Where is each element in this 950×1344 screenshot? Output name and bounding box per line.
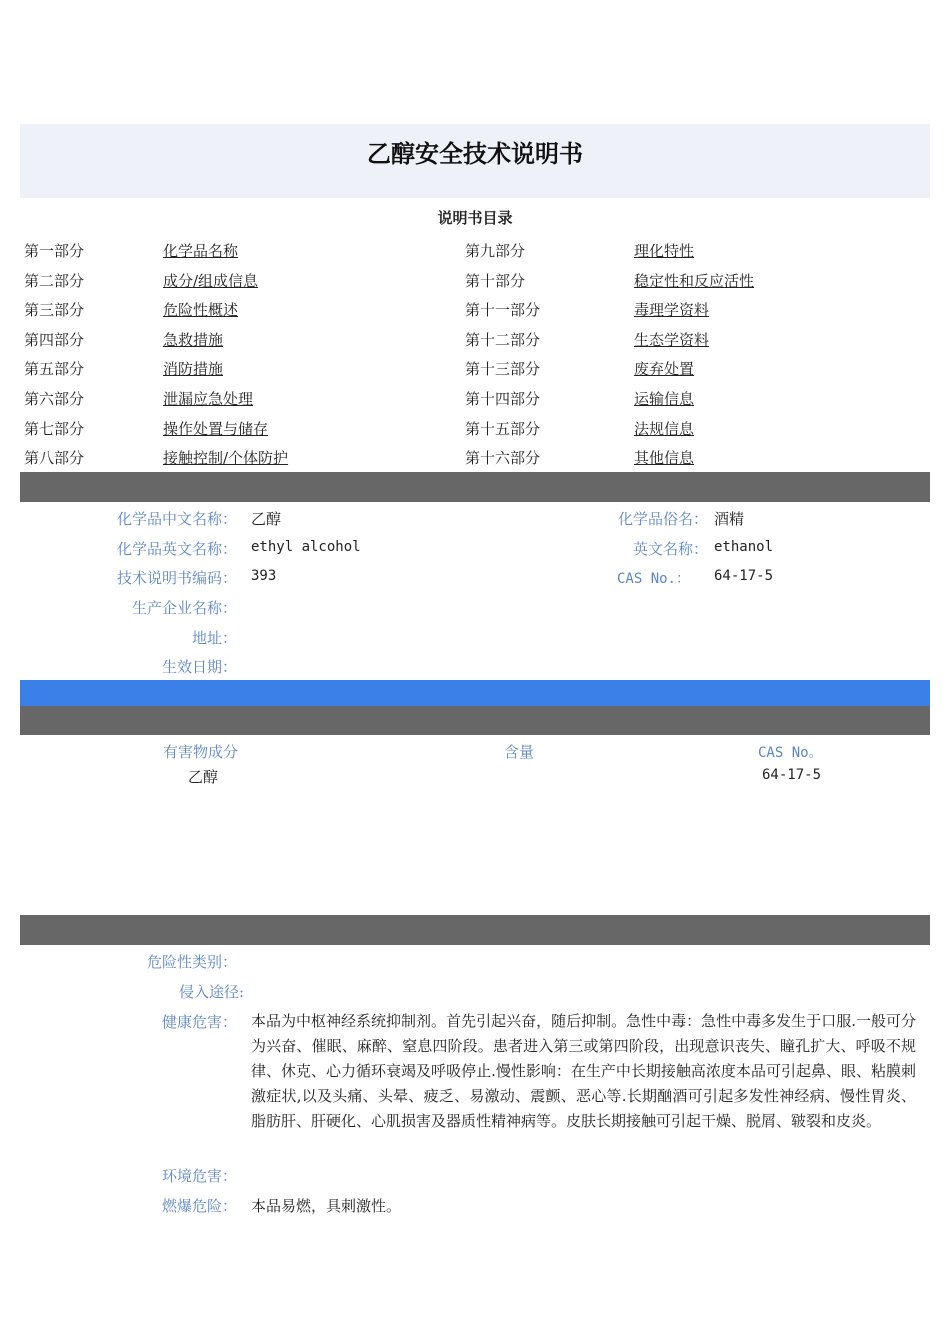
section-header-bar: [20, 706, 930, 735]
en-alias-label: 英文名称：: [632, 540, 708, 558]
toc-link-section-3[interactable]: 危险性概述: [163, 301, 239, 319]
cas-value: 64-17-5: [714, 568, 774, 584]
toc-row: [0, 447, 950, 471]
toc-row: [0, 358, 950, 382]
toc-link-section-15[interactable]: 法规信息: [634, 420, 695, 438]
toc-link-section-14[interactable]: 运输信息: [634, 390, 695, 408]
en-name-label: 化学品英文名称：: [116, 540, 237, 558]
document-title: 乙醇安全技术说明书: [367, 140, 583, 168]
toc-title: 说明书目录: [437, 209, 513, 227]
toc-part-number: 第十六部分: [465, 449, 541, 467]
address-label: 地址：: [191, 629, 237, 647]
toc-part-number: 第六部分: [24, 390, 85, 408]
fire-hazard-label: 燃爆危险：: [161, 1197, 237, 1215]
environment-hazard-label: 环境危害：: [161, 1167, 237, 1185]
component-cell: 乙醇: [188, 768, 219, 786]
col-header-content: 含量: [504, 743, 535, 761]
toc-link-section-4[interactable]: 急救措施: [163, 331, 224, 349]
toc-part-number: 第三部分: [24, 301, 85, 319]
toc-part-number: 第四部分: [24, 331, 85, 349]
toc-link-section-13[interactable]: 废弃处置: [634, 360, 695, 378]
en-name-value: ethyl alcohol: [251, 539, 361, 555]
toc-part-number: 第九部分: [465, 242, 526, 260]
toc-link-section-8[interactable]: 接触控制/个体防护: [163, 449, 289, 467]
common-name-label: 化学品俗名：: [617, 510, 708, 528]
section-divider-bar: [20, 680, 930, 706]
section-header-bar: [20, 915, 930, 945]
toc-part-number: 第七部分: [24, 420, 85, 438]
toc-row: [0, 329, 950, 353]
toc-link-section-1[interactable]: 化学品名称: [163, 242, 239, 260]
toc-row: [0, 270, 950, 294]
toc-link-section-7[interactable]: 操作处置与储存: [163, 420, 269, 438]
toc-part-number: 第十二部分: [465, 331, 541, 349]
col-header-component: 有害物成分: [163, 743, 239, 761]
fire-hazard-text: 本品易燃，具刺激性。: [251, 1197, 402, 1215]
toc-part-number: 第十四部分: [465, 390, 541, 408]
toc-link-section-2[interactable]: 成分/组成信息: [163, 272, 259, 290]
en-alias-value: ethanol: [714, 539, 774, 555]
effective-date-label: 生效日期：: [161, 658, 237, 676]
toc-row: [0, 388, 950, 412]
toc-part-number: 第十部分: [465, 272, 526, 290]
cas-label: CAS No.：: [616, 571, 690, 587]
hazard-category-label: 危险性类别：: [146, 953, 237, 971]
toc-part-number: 第八部分: [24, 449, 85, 467]
cn-name-label: 化学品中文名称：: [116, 510, 237, 528]
toc-link-section-11[interactable]: 毒理学资料: [634, 301, 710, 319]
code-label: 技术说明书编码：: [116, 569, 237, 587]
toc-link-section-12[interactable]: 生态学资料: [634, 331, 710, 349]
toc-part-number: 第一部分: [24, 242, 85, 260]
cas-cell: 64-17-5: [762, 767, 822, 783]
section-header-bar: [20, 472, 930, 502]
toc-part-number: 第二部分: [24, 272, 85, 290]
toc-link-section-16[interactable]: 其他信息: [634, 449, 695, 467]
toc-part-number: 第十三部分: [465, 360, 541, 378]
toc-link-section-9[interactable]: 理化特性: [634, 242, 695, 260]
health-hazard-label: 健康危害：: [161, 1013, 237, 1031]
toc-link-section-6[interactable]: 泄漏应急处理: [163, 390, 254, 408]
toc-link-section-5[interactable]: 消防措施: [163, 360, 224, 378]
code-value: 393: [251, 568, 277, 584]
health-hazard-text: 本品为中枢神经系统抑制剂。首先引起兴奋，随后抑制。急性中毒：急性中毒多发生于口服.一般可分为兴奋、催眠、麻醉、窒息四阶段。患者进入第三或第四阶段，出现意识丧失、瞳孔扩大、呼吸不规律、休克、心力循环衰竭及呼吸停止.慢性影响：在生产中长期接触高浓度本品可引起鼻、眼、粘膜刺激症状,以及头痛、头晕、疲乏、易激动、震颤、恶心等.长期酗酒可引起多发性神经病、慢性胃炎、脂肪肝、肝硬化、心肌损害及器质性精神病等。皮肤长期接触可引起干燥、脱屑、皲裂和皮炎。: [251, 1012, 916, 1130]
toc-part-number: 第十五部分: [465, 420, 541, 438]
toc-part-number: 第十一部分: [465, 301, 541, 319]
toc-link-section-10[interactable]: 稳定性和反应活性: [634, 272, 755, 290]
maker-label: 生产企业名称：: [131, 599, 237, 617]
common-name-value: 酒精: [714, 510, 745, 528]
cn-name-value: 乙醇: [251, 510, 282, 528]
toc-row: [0, 299, 950, 323]
toc-row: [0, 240, 950, 264]
entry-route-label: 侵入途径:: [178, 983, 244, 1001]
toc-part-number: 第五部分: [24, 360, 85, 378]
toc-row: [0, 418, 950, 442]
col-header-cas: CAS No。: [758, 745, 823, 761]
